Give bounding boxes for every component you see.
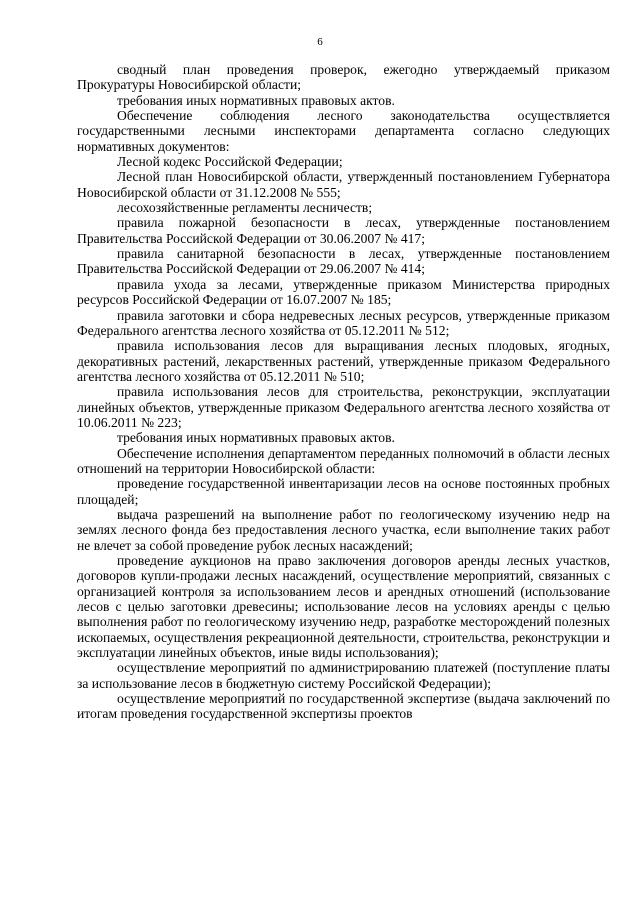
paragraph: выдача разрешений на выполнение работ по геологическому изучению недр на землях лесного фонда без предоставления лесного участка, если выполнение таких работ не влечет за собой проведение рубок лесных насаждений; — [77, 506, 610, 553]
paragraph: Лесной план Новосибирской области, утвержденный постановлением Губернатора Новосибирской области от 31.12.2008 № 555; — [77, 169, 610, 200]
paragraph: осуществление мероприятий по государственной экспертизе (выдача заключений по итогам проведения государственной экспертизы проектов — [77, 691, 610, 722]
paragraph: проведение аукционов на право заключения договоров аренды лесных участков, договоров купли-продажи лесных насаждений, осуществление мероприятий, связанных с организацией контроля за использованием лесов и арендных отношений (использование лесов с целью заготовки древесины; использование лесов на условиях аренды с целью выполнения работ по геологическому изучению недр, разработке месторождений полезных ископаемых, осуществления рекреационной деятельности, строительства, реконструкции и эксплуатации линейных объектов, иные виды использования); — [77, 553, 610, 661]
paragraph: правила санитарной безопасности в лесах, утвержденные постановлением Правительства Российской Федерации от 29.06.2007 № 414; — [77, 246, 610, 277]
paragraph: лесохозяйственные регламенты лесничеств; — [117, 200, 373, 216]
page-number: 6 — [317, 36, 323, 48]
paragraph: требования иных нормативных правовых актов. — [117, 430, 395, 446]
paragraph: правила ухода за лесами, утвержденные приказом Министерства природных ресурсов Российской Федерации от 16.07.2007 № 185; — [77, 276, 610, 308]
paragraph: требования иных нормативных правовых актов. — [117, 92, 395, 108]
paragraph: Обеспечение исполнения департаментом переданных полномочий в области лесных отношений на территории Новосибирской области: — [77, 445, 610, 476]
paragraph: правила использования лесов для выращивания лесных плодовых, ягодных, декоративных растений, лекарственных растений, утвержденные приказом Федерального агентства лесного хозяйства от 05.12.2011 № 510; — [77, 338, 610, 384]
paragraph: сводный план проведения проверок, ежегодно утверждаемый приказом Прокуратуры Новосибирской области; — [77, 62, 610, 93]
paragraph: Обеспечение соблюдения лесного законодательства осуществляется государственными лесными инспекторами департамента согласно следующих нормативных документов: — [77, 108, 610, 154]
paragraph: правила использования лесов для строительства, реконструкции, эксплуатации линейных объектов, утвержденные приказом Федерального агентства лесного хозяйства от 10.06.2011 № 223; — [77, 384, 610, 430]
paragraph: проведение государственной инвентаризации лесов на основе постоянных пробных площадей; — [77, 476, 610, 507]
document-body — [77, 62, 610, 722]
paragraph: правила заготовки и сбора недревесных лесных ресурсов, утвержденные приказом Федерального агентства лесного хозяйства от 05.12.2011 № 512; — [77, 307, 610, 338]
paragraph: Лесной кодекс Российской Федерации; — [117, 154, 343, 170]
paragraph: осуществление мероприятий по администрированию платежей (поступление платы за использование лесов в бюджетную систему Российской Федерации); — [77, 660, 610, 691]
paragraph: правила пожарной безопасности в лесах, утвержденные постановлением Правительства Российской Федерации от 30.06.2007 № 417; — [77, 215, 610, 246]
